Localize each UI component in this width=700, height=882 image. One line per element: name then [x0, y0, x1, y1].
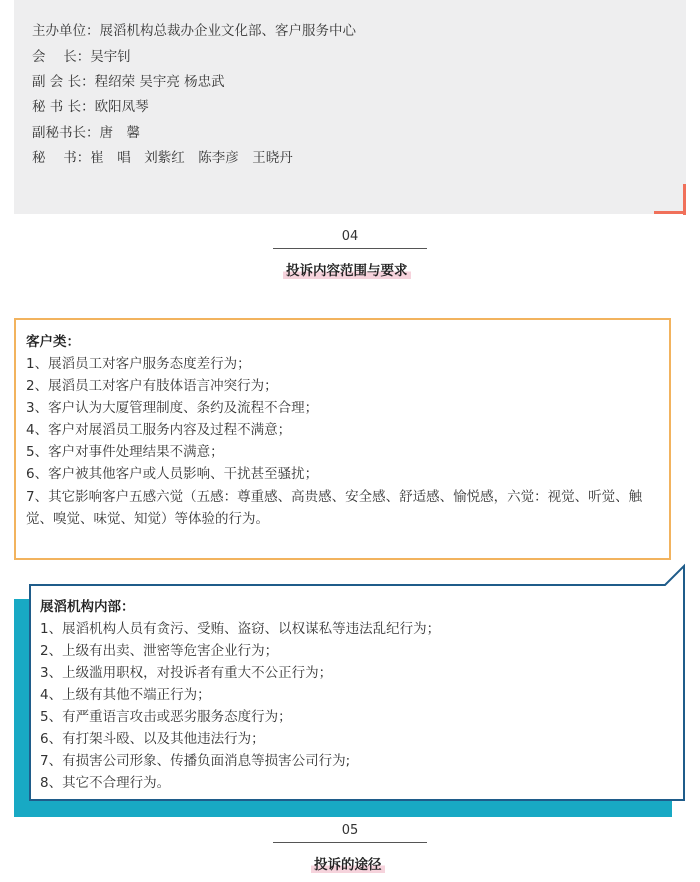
- customer-item: 5、客户对事件处理结果不满意；: [26, 444, 224, 460]
- internal-item: 5、有严重语言攻击或恶劣服务态度行为；: [40, 709, 292, 725]
- internal-item: 2、上级有出卖、泄密等危害企业行为；: [40, 643, 279, 659]
- customer-item: 7、其它影响客户五感六觉（五感：尊重感、高贵感、安全感、舒适感、愉悦感，六觉：视觉、听觉、触: [26, 489, 643, 505]
- secretary-line: 秘 书：崔 唱 刘紫红 陈李彦 王晓丹: [32, 150, 293, 166]
- deputy-secretary-general-line: 副秘书长：唐 馨: [32, 125, 140, 141]
- vice-president-line: 副 会 长：程绍荣 吴宇亮 杨忠武: [32, 74, 225, 90]
- customer-item: 3、客户认为大厦管理制度、条约及流程不合理；: [26, 400, 319, 416]
- section-05-number: 05: [341, 823, 359, 838]
- internal-item: 1、展滔机构人员有贪污、受贿、盗窃、以权谋私等违法乱纪行为；: [40, 621, 441, 637]
- internal-item: 7、有损害公司形象、传播负面消息等损害公司行为;: [40, 753, 351, 769]
- internal-item: 6、有打架斗殴、以及其他违法行为；: [40, 731, 265, 747]
- section-04-title: 投诉内容范围与要求: [283, 259, 411, 279]
- internal-item: 3、上级滥用职权，对投诉者有重大不公正行为；: [40, 665, 333, 681]
- president-line: 会 长：吴宇钊: [32, 49, 131, 65]
- organizer-line: 主办单位：展滔机构总裁办企业文化部、客户服务中心: [32, 23, 356, 39]
- section-05-title: 投诉的途径: [311, 853, 385, 873]
- internal-item: 4、上级有其他不端正行为；: [40, 687, 211, 703]
- secretary-general-line: 秘 书 长：欧阳凤琴: [32, 99, 149, 115]
- section-04-number: 04: [341, 229, 359, 244]
- customer-item: 4、客户对展滔员工服务内容及过程不满意；: [26, 422, 292, 438]
- customer-item-continuation: 觉、嗅觉、味觉、知觉）等体验的行为。: [26, 511, 269, 527]
- internal-heading: 展滔机构内部：: [40, 599, 135, 615]
- customer-item: 6、客户被其他客户或人员影响、干扰甚至骚扰；: [26, 466, 319, 482]
- customer-item: 1、展滔员工对客户服务态度差行为；: [26, 356, 251, 372]
- section-05-divider: [273, 842, 427, 843]
- internal-item: 8、其它不合理行为。: [40, 775, 171, 791]
- customer-heading: 客户类：: [26, 334, 80, 350]
- customer-item: 2、展滔员工对客户有肢体语言冲突行为；: [26, 378, 278, 394]
